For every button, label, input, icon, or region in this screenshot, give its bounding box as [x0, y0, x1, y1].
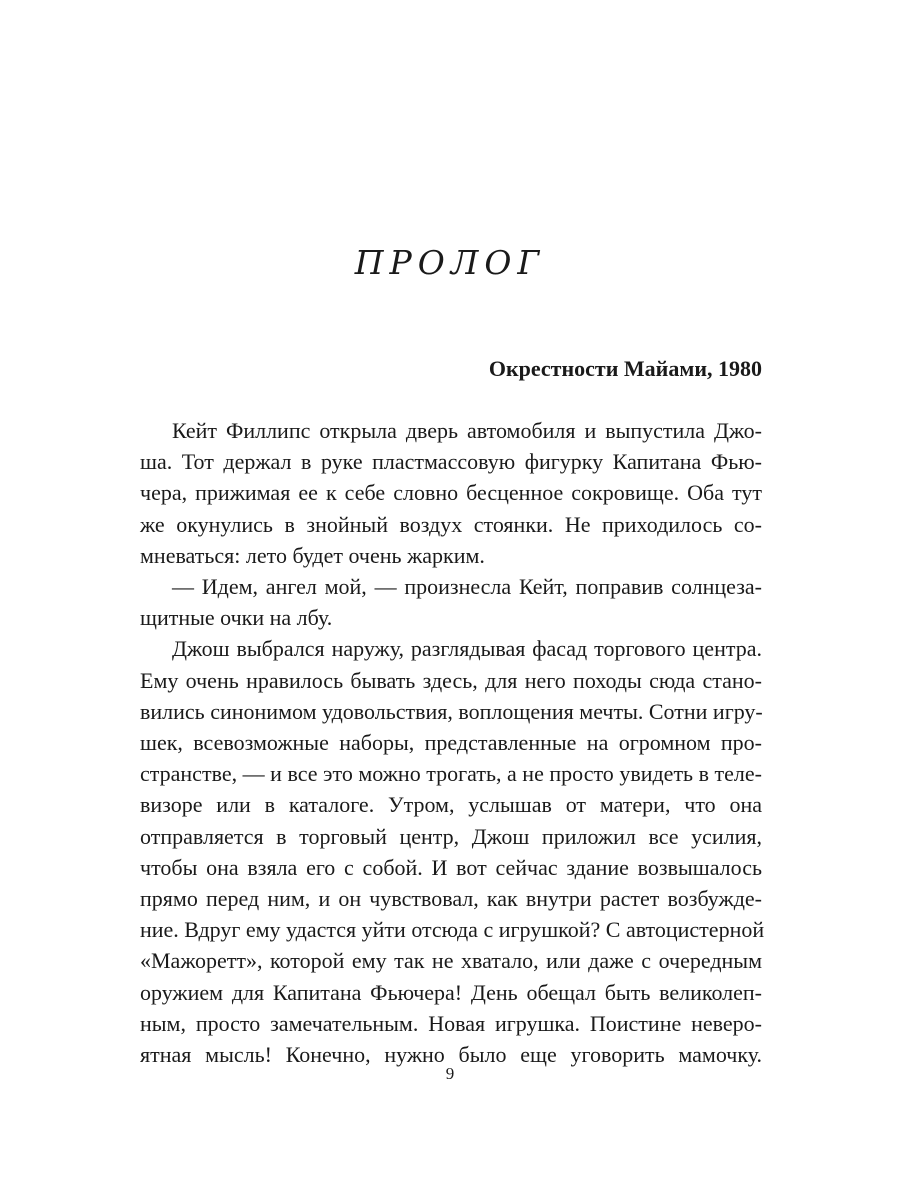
- text-line: ние. Вдруг ему удастся уйти отсюда с игрушкой? С автоцистерной: [140, 917, 765, 943]
- text-line: «Мажоретт», которой ему так не хватало, или даже с очередным: [140, 948, 762, 974]
- text-line: визоре или в каталоге. Утром, услышав от матери, что она: [140, 792, 762, 818]
- text-line: странстве, — и все это можно трогать, а не просто увидеть в теле-: [140, 761, 762, 787]
- text-line: оружием для Капитана Фьючера! День обещал быть великолеп-: [140, 979, 762, 1005]
- text-line: Джош выбрался наружу, разглядывая фасад торгового центра.: [172, 636, 762, 662]
- text-line: чтобы она взяла его с собой. И вот сейчас здание возвышалось: [140, 854, 762, 880]
- text-line: чера, прижимая ее к себе словно бесценное сокровище. Оба тут: [140, 480, 762, 506]
- page-number: 9: [445, 1064, 455, 1083]
- section-subtitle: Окрестности Майами, 1980: [488, 356, 762, 381]
- text-line: же окунулись в знойный воздух стоянки. Не приходилось со-: [140, 511, 762, 537]
- text-line: отправляется в торговый центр, Джош приложил все усилия,: [140, 823, 762, 849]
- text-line: мневаться: лето будет очень жарким.: [140, 542, 485, 568]
- chapter-title: ПРОЛОГ: [354, 243, 546, 282]
- text-line: Кейт Филлипс открыла дверь автомобиля и выпустила Джо-: [172, 418, 762, 443]
- text-line: — Идем, ангел мой, — произнесла Кейт, поправив солнцеза-: [172, 574, 762, 600]
- text-line: Ему очень нравилось бывать здесь, для него походы сюда стано-: [140, 667, 762, 693]
- text-line: ным, просто замечательным. Новая игрушка. Поистине неверо-: [140, 1010, 762, 1036]
- text-line: прямо перед ним, и он чувствовал, как внутри растет возбужде-: [140, 886, 762, 912]
- body-text: [140, 415, 765, 1070]
- text-line: ятная мысль! Конечно, нужно было еще уговорить мамочку.: [140, 1042, 762, 1068]
- text-line: ша. Тот держал в руке пластмассовую фигурку Капитана Фью-: [140, 449, 762, 475]
- text-line: щитные очки на лбу.: [140, 605, 333, 631]
- text-line: шек, всевозможные наборы, представленные на огромном про-: [140, 730, 762, 756]
- text-line: вились синонимом удовольствия, воплощения мечты. Сотни игру-: [140, 698, 763, 724]
